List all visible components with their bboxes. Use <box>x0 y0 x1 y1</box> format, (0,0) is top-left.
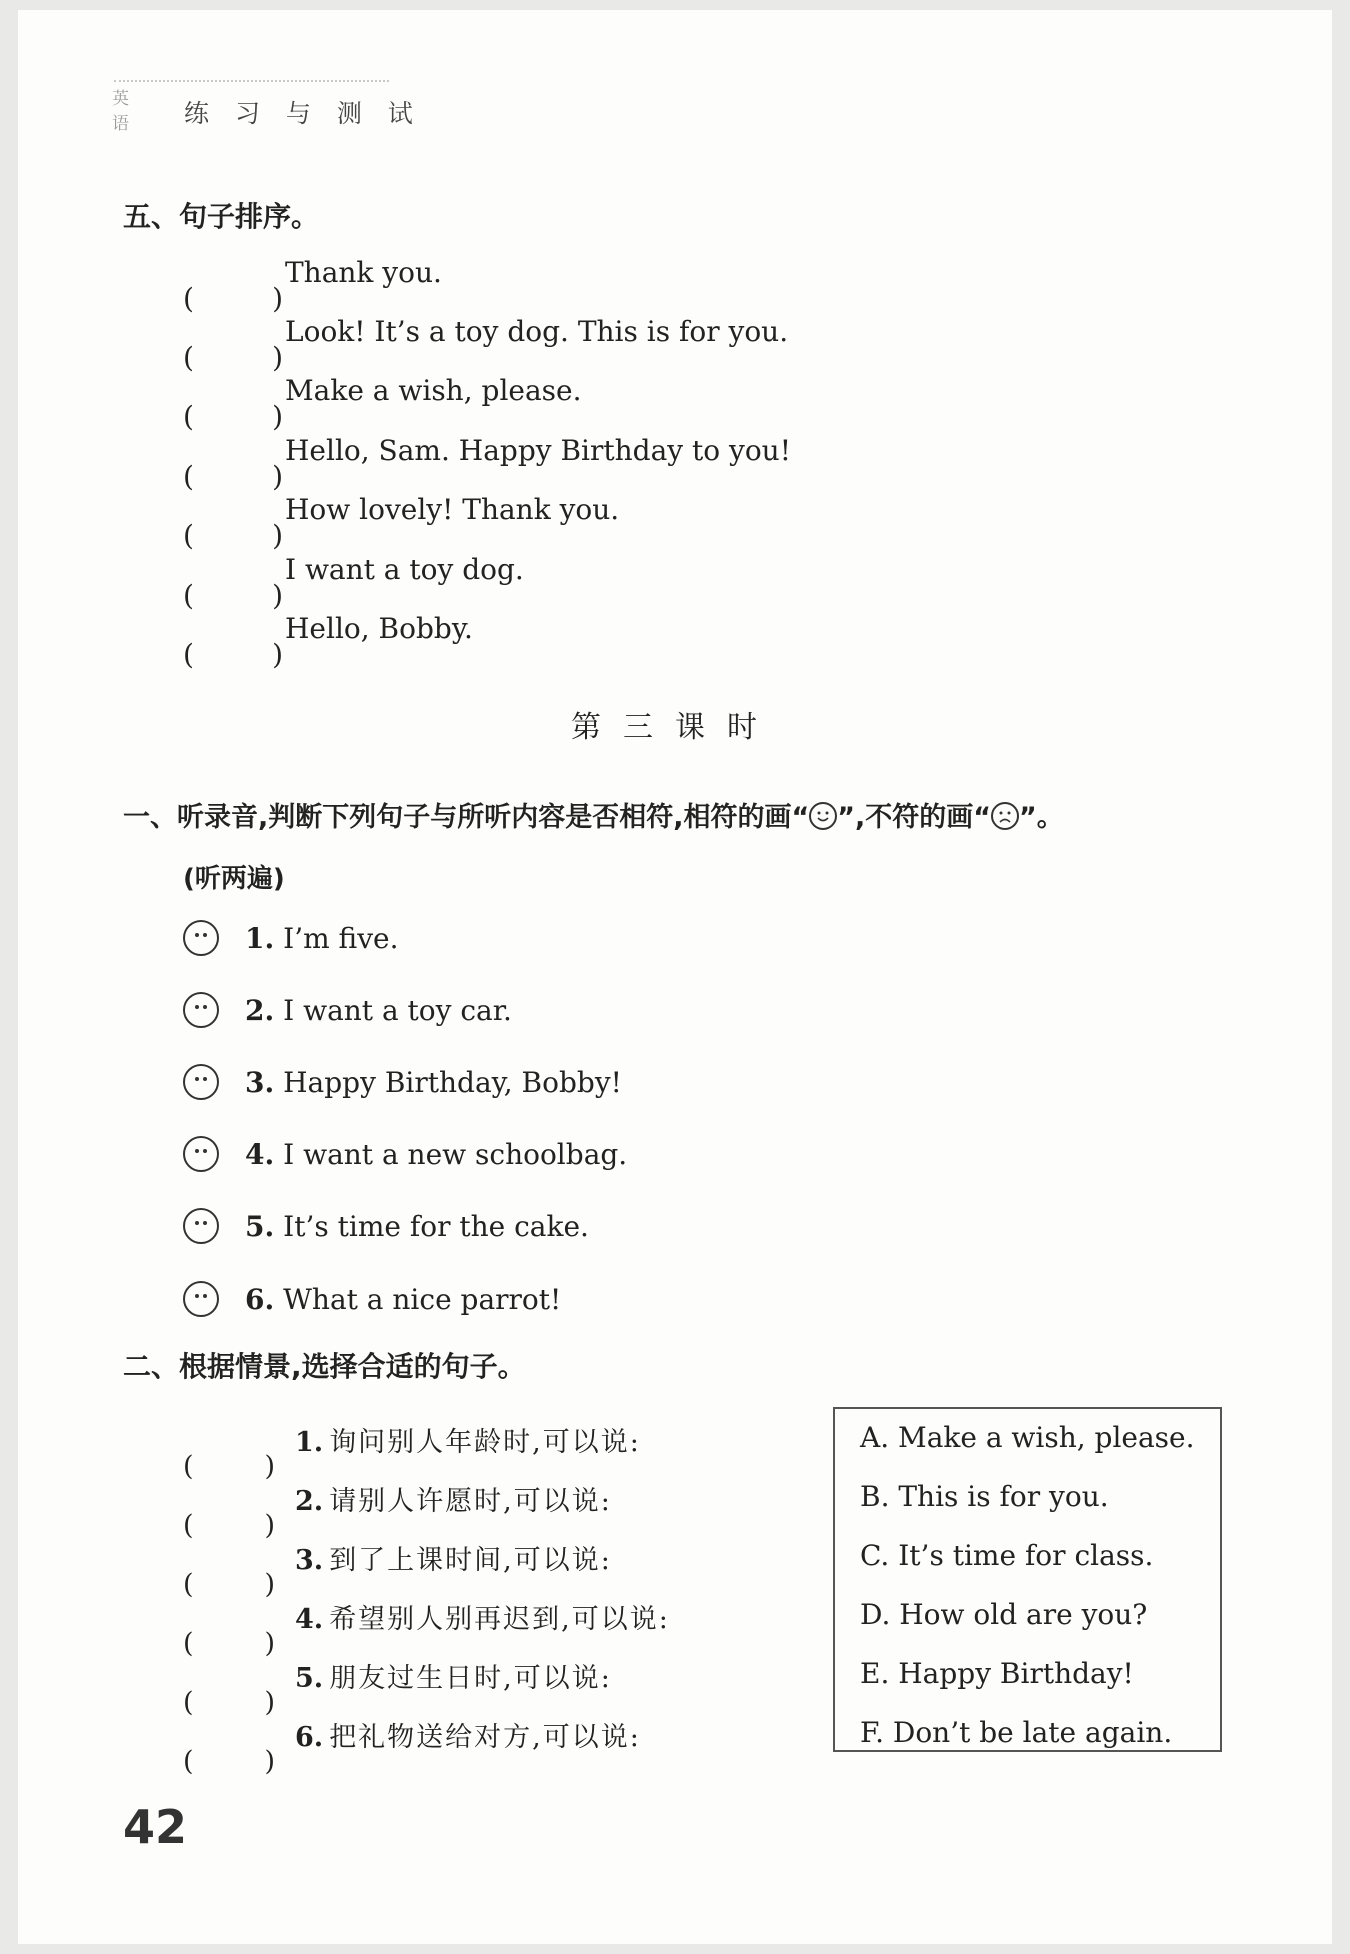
sad-face-icon <box>991 802 1019 830</box>
sort-item: Make a wish, please. <box>285 374 582 407</box>
part-1-title: 一、听录音,判断下列句子与所听内容是否相符,相符的画“ ”,不符的画“ ”。 <box>123 802 1064 833</box>
sort-item: How lovely! Thank you. <box>285 493 620 526</box>
page-number: 42 <box>123 1800 188 1854</box>
lesson-title: 第三课时 <box>571 710 779 745</box>
situation-item: 4. 希望别人别再迟到,可以说: <box>295 1604 670 1635</box>
listening-item: 3. Happy Birthday, Bobby! <box>245 1066 622 1099</box>
part-2-title: 二、根据情景,选择合适的句子。 <box>123 1350 526 1383</box>
book-title: 练 习 与 测 试 <box>184 99 422 128</box>
listen-twice-note: (听两遍) <box>183 864 285 894</box>
subject-tag: 英语 <box>112 89 130 134</box>
sort-item: Look! It’s a toy dog. This is for you. <box>285 315 789 348</box>
blank-face-icon[interactable] <box>183 992 219 1028</box>
blank-face-icon[interactable] <box>183 1136 219 1172</box>
situation-item: 1. 询问别人年龄时,可以说: <box>295 1427 641 1458</box>
sort-item: Hello, Bobby. <box>285 612 473 645</box>
option-f: F. Don’t be late again. <box>860 1716 1173 1749</box>
situation-item: 3. 到了上课时间,可以说: <box>295 1545 612 1576</box>
section-5-title: 五、句子排序。 <box>123 200 320 233</box>
blank-face-icon[interactable] <box>183 1064 219 1100</box>
blank-face-icon[interactable] <box>183 1208 219 1244</box>
situation-item: 2. 请别人许愿时,可以说: <box>295 1486 612 1517</box>
listening-item: 5. It’s time for the cake. <box>245 1210 589 1243</box>
option-e: E. Happy Birthday! <box>860 1657 1134 1690</box>
blank-face-icon[interactable] <box>183 920 219 956</box>
listening-item: 2. I want a toy car. <box>245 994 512 1027</box>
option-b: B. This is for you. <box>860 1480 1109 1513</box>
sort-item: Thank you. <box>285 256 442 289</box>
situation-item: 6. 把礼物送给对方,可以说: <box>295 1722 641 1753</box>
situation-item: 5. 朋友过生日时,可以说: <box>295 1663 612 1694</box>
option-c: C. It’s time for class. <box>860 1539 1154 1572</box>
listening-item: 1. I’m five. <box>245 922 399 955</box>
option-a: A. Make a wish, please. <box>860 1421 1195 1454</box>
header-dotted-line <box>114 80 389 82</box>
sort-item: Hello, Sam. Happy Birthday to you! <box>285 434 791 467</box>
option-d: D. How old are you? <box>860 1598 1148 1631</box>
smile-face-icon <box>809 802 837 830</box>
sort-item: I want a toy dog. <box>285 553 524 586</box>
options-box <box>833 1407 1222 1752</box>
listening-item: 4. I want a new schoolbag. <box>245 1138 628 1171</box>
listening-item: 6. What a nice parrot! <box>245 1283 562 1316</box>
blank-face-icon[interactable] <box>183 1281 219 1317</box>
